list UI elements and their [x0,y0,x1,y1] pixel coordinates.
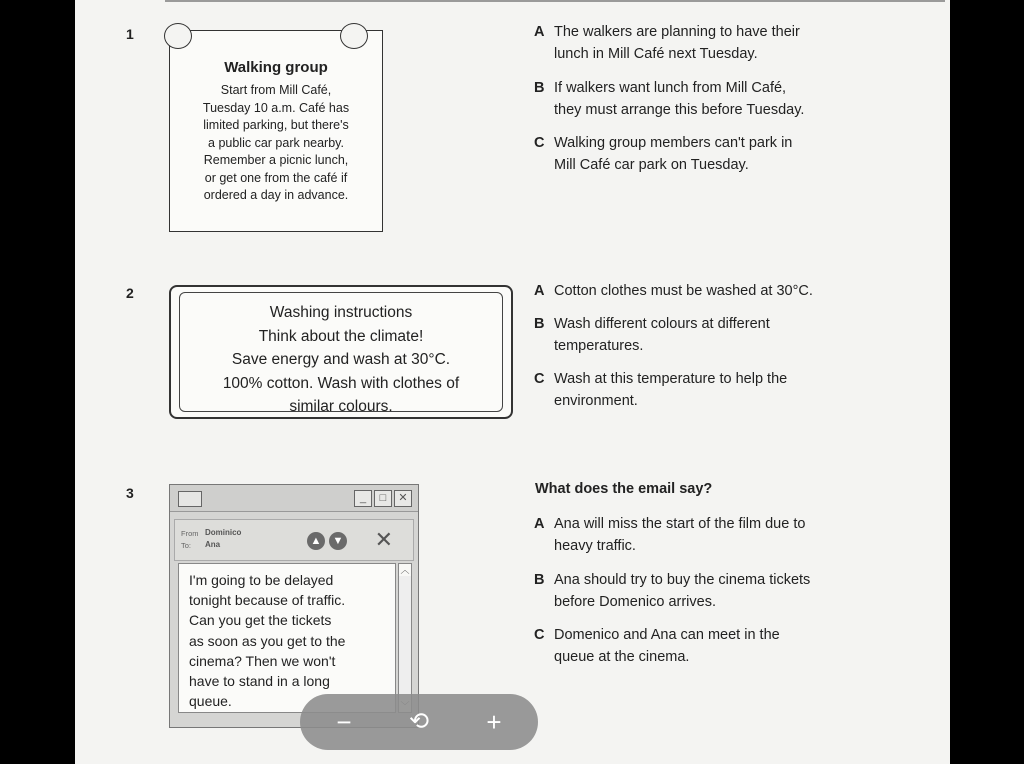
option-letter: C [534,371,545,387]
close-window-icon[interactable]: ✕ [394,490,412,507]
right-black-margin [950,0,1024,764]
pin-left-icon [164,23,192,49]
notice-line: limited parking, but there's [203,118,349,132]
q2-option-a[interactable] [534,280,813,302]
option-text: Ana will miss the start of the film due to [554,516,806,532]
maximize-icon[interactable]: □ [374,490,392,507]
email-body [178,563,396,713]
option-text: The walkers are planning to have their [554,24,800,40]
email-scrollbar[interactable] [398,563,412,713]
option-letter: B [534,80,545,96]
scroll-up-icon[interactable]: ︿ [400,565,410,575]
label-line: similar colours. [289,398,393,415]
email-line: I'm going to be delayed [189,572,334,588]
option-text: they must arrange this before Tuesday. [554,102,805,118]
email-line: Can you get the tickets [189,612,332,629]
zoom-out-button[interactable]: − [336,707,352,737]
zoom-reset-button[interactable]: ⟲ [408,708,430,735]
notice-line: Remember a picnic lunch, [203,153,349,167]
q3-option-c[interactable] [534,624,780,668]
email-line: have to stand in a long [189,673,330,690]
email-titlebar [170,485,418,512]
q2-option-c[interactable] [534,368,787,412]
question-2-number: 2 [126,285,134,301]
email-line: as soon as you get to the [189,632,346,649]
notice-line: Tuesday 10 a.m. Café has [202,100,350,115]
worksheet-page [75,0,950,764]
email-line: tonight because of traffic. [189,592,346,609]
question-1-number: 1 [126,26,134,42]
question-3-number: 3 [126,485,134,501]
option-text: Wash different colours at different [554,316,770,332]
option-text: environment. [554,393,638,409]
window-controls [354,490,412,507]
option-text: queue at the cinema. [554,649,690,665]
delete-icon[interactable]: ✕ [374,527,393,552]
q1-option-a[interactable] [534,21,800,65]
q3-option-a[interactable] [534,513,805,557]
minimize-icon[interactable]: _ [354,490,372,507]
email-window [169,484,419,728]
notice-line: or get one from the café if [204,170,348,185]
pin-right-icon [340,23,368,49]
envelope-icon [178,491,202,507]
arrow-down-icon[interactable]: ▼ [329,532,347,550]
option-letter: C [534,627,545,643]
question-3-prompt: What does the email say? [535,481,713,497]
option-text: heavy traffic. [554,538,636,554]
to-label: To: [181,541,192,550]
washing-label-inner [179,292,503,415]
option-text: If walkers want lunch from Mill Café, [554,80,787,96]
option-letter: B [534,316,545,332]
option-text: Mill Café car park on Tuesday. [554,157,749,173]
option-text: Domenico and Ana can meet in the [554,627,780,643]
email-header [174,519,414,561]
option-text: Cotton clothes must be washed at 30°C. [554,283,813,299]
option-text: before Domenico arrives. [554,594,716,610]
arrow-up-icon[interactable]: ▲ [307,532,325,550]
notice-title: Walking group [224,59,328,76]
option-letter: A [534,516,545,532]
label-line: 100% cotton. Wash with clothes of [222,374,460,392]
email-line: queue. [189,693,232,710]
option-text: lunch in Mill Café next Tuesday. [554,46,758,62]
notice-line: Start from Mill Café, [220,83,332,97]
walking-group-notice [169,30,383,232]
option-text: Wash at this temperature to help the [554,371,788,387]
option-letter: C [534,135,545,151]
q1-option-c[interactable] [534,132,792,176]
notice-line: ordered a day in advance. [203,188,349,202]
from-value: Dominico [205,528,242,537]
zoom-in-button[interactable]: + [486,707,502,737]
from-label: From [181,529,199,538]
to-value: Ana [205,540,221,549]
q3-option-b[interactable] [534,569,810,613]
option-letter: A [534,283,545,299]
option-text: Walking group members can't park in [554,135,793,151]
q2-option-b[interactable] [534,313,770,357]
top-rule [165,0,945,2]
option-letter: A [534,24,545,40]
email-line: cinema? Then we won't [189,652,336,669]
option-text: Ana should try to buy the cinema tickets [554,572,811,588]
label-line: Think about the climate! [258,327,424,345]
label-line: Save energy and wash at 30°C. [231,351,451,368]
washing-instructions-label [169,285,513,419]
option-text: temperatures. [554,338,644,354]
label-line: Washing instructions [269,304,413,321]
zoom-controls [300,694,538,750]
option-letter: B [534,572,545,588]
notice-line: a public car park nearby. [208,135,344,150]
q1-option-b[interactable] [534,77,804,121]
notice-body [182,82,370,205]
